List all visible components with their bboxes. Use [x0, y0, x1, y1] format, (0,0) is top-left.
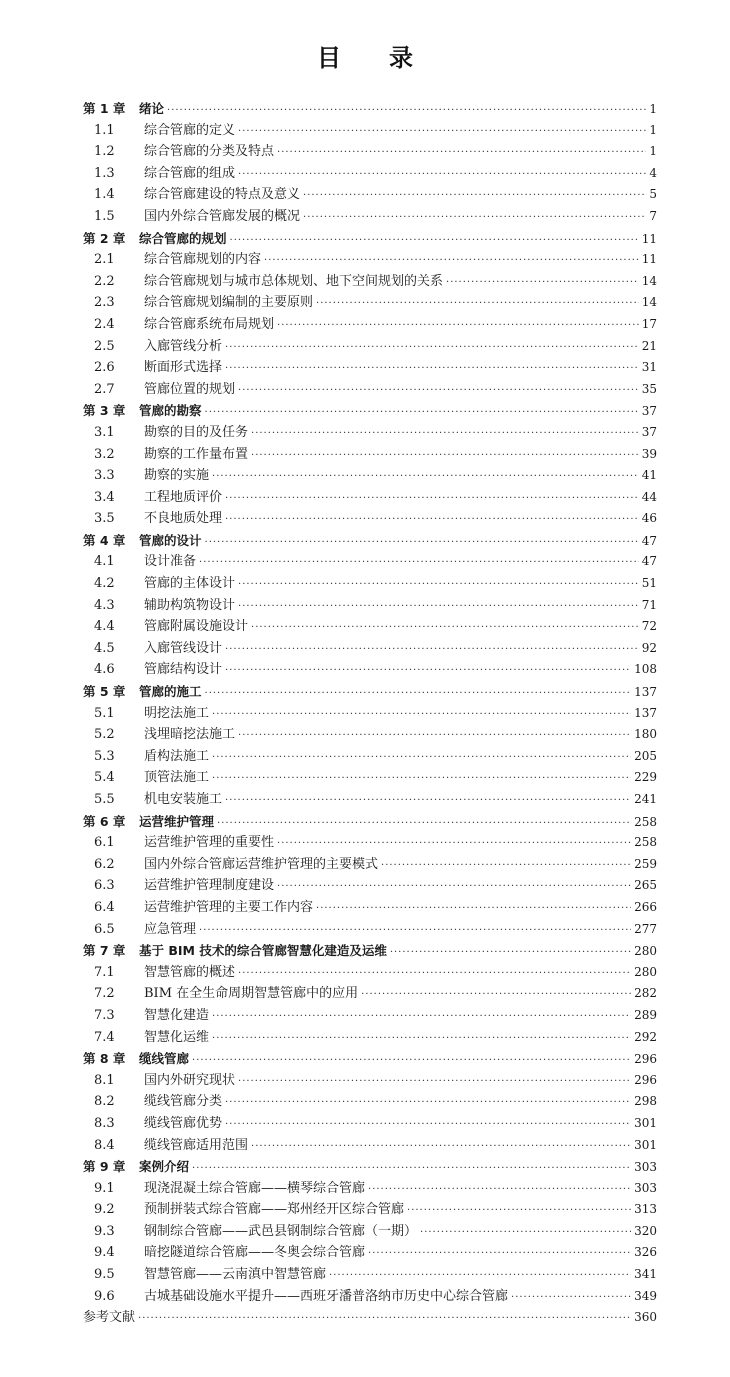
entry-number: 9.1 — [94, 1180, 115, 1196]
entry-number: 1.1 — [94, 122, 115, 138]
entry-number: 5.2 — [94, 727, 115, 743]
toc-section-entry[interactable] — [83, 1199, 657, 1221]
entry-number: 6.5 — [94, 921, 115, 937]
dot-leader — [446, 272, 639, 294]
entry-page-number: 11 — [641, 231, 657, 246]
dot-leader — [205, 683, 632, 705]
toc-section-entry[interactable] — [83, 1178, 657, 1200]
dot-leader — [192, 1050, 631, 1072]
entry-number: 4.4 — [94, 619, 115, 635]
dot-leader — [251, 1136, 631, 1158]
entry-page-number: 205 — [634, 748, 657, 763]
entry-page-number: 289 — [634, 1007, 657, 1022]
entry-title: 盾构法施工 — [144, 748, 210, 764]
toc-chapter-entry[interactable] — [83, 400, 657, 422]
entry-page-number: 320 — [634, 1223, 657, 1238]
entry-title: 绪论 — [139, 101, 165, 116]
entry-number: 5.3 — [94, 748, 115, 764]
entry-title: 顶管法施工 — [144, 770, 210, 786]
entry-title: 现浇混凝土综合管廊——横琴综合管廊 — [144, 1180, 366, 1196]
dot-leader — [511, 1287, 631, 1309]
entry-title: 智慧管廊的概述 — [144, 964, 236, 980]
toc-section-entry[interactable] — [83, 1027, 657, 1049]
toc-section-entry[interactable] — [83, 1264, 657, 1286]
toc-section-entry[interactable] — [83, 1221, 657, 1243]
dot-leader — [238, 725, 631, 747]
entry-number: 8.2 — [94, 1094, 115, 1110]
dot-leader — [225, 488, 639, 510]
dot-leader — [251, 423, 639, 445]
entry-number: 7.4 — [94, 1029, 115, 1045]
toc-section-entry[interactable] — [83, 897, 657, 919]
dot-leader — [225, 660, 631, 682]
toc-chapter-entry[interactable] — [83, 530, 657, 552]
dot-leader — [212, 1028, 631, 1050]
entry-page-number: 296 — [634, 1052, 657, 1067]
entry-page-number: 46 — [641, 511, 657, 526]
toc-section-entry[interactable] — [83, 595, 657, 617]
dot-leader — [251, 617, 639, 639]
entry-page-number: 108 — [634, 662, 657, 677]
entry-number: 3.1 — [94, 424, 115, 440]
entry-number: 2.7 — [94, 381, 115, 397]
toc-section-entry[interactable] — [83, 983, 657, 1005]
entry-page-number: 180 — [634, 727, 657, 742]
entry-number: 1.5 — [94, 208, 115, 224]
entry-title: 运营维护管理 — [139, 813, 215, 829]
entry-title: 浅埋暗挖法施工 — [144, 727, 236, 743]
entry-number: 4.3 — [94, 597, 115, 613]
dot-leader — [368, 1179, 631, 1201]
entry-page-number: 292 — [634, 1029, 657, 1044]
entry-page-number: 71 — [641, 597, 657, 612]
dot-leader — [199, 552, 639, 574]
toc-section-entry[interactable] — [83, 271, 657, 293]
dot-leader — [277, 315, 639, 337]
entry-title: 缆线管廊优势 — [144, 1115, 223, 1131]
entry-page-number: 258 — [634, 814, 657, 829]
dot-leader — [277, 876, 631, 898]
entry-number: 8.4 — [94, 1137, 115, 1153]
entry-number: 5.5 — [94, 792, 115, 807]
entry-page-number: 296 — [634, 1072, 657, 1087]
entry-title: 辅助构筑物设计 — [144, 597, 236, 613]
dot-leader — [225, 509, 639, 531]
entry-title: 综合管廊的定义 — [144, 122, 236, 138]
entry-number: 3.5 — [94, 511, 115, 527]
entry-title: 管廊的勘察 — [139, 403, 202, 419]
toc-chapter-entry[interactable] — [83, 98, 657, 120]
entry-title: BIM 在全生命周期智慧管廊中的应用 — [144, 986, 359, 1002]
entry-number: 1.2 — [94, 144, 115, 160]
toc-section-entry[interactable] — [83, 379, 657, 401]
entry-title: 古城基础设施水平提升——西班牙潘普洛纳市历史中心综合管廊 — [144, 1288, 509, 1304]
entry-number: 8.3 — [94, 1115, 115, 1131]
dot-leader — [192, 1158, 631, 1180]
entry-page-number: 1 — [649, 144, 657, 159]
entry-number: 2.4 — [94, 316, 115, 332]
entry-page-number: 280 — [634, 964, 657, 979]
dot-leader — [205, 402, 639, 424]
toc-references-entry[interactable] — [83, 1307, 657, 1329]
entry-number: 4.5 — [94, 640, 115, 656]
entry-title: 缆线管廊分类 — [144, 1094, 223, 1110]
toc-section-entry[interactable] — [83, 551, 657, 573]
toc-section-entry[interactable] — [83, 336, 657, 358]
toc-section-entry[interactable] — [83, 508, 657, 530]
entry-title: 缆线管廊适用范围 — [144, 1137, 249, 1153]
entry-page-number: 41 — [641, 468, 657, 483]
toc-section-entry[interactable] — [83, 854, 657, 876]
dot-leader — [390, 942, 631, 964]
entry-title: 勘察的实施 — [144, 468, 210, 484]
entry-page-number: 1 — [649, 122, 657, 137]
entry-page-number: 282 — [634, 986, 657, 1001]
toc-section-entry[interactable] — [83, 638, 657, 660]
entry-number: 第 4 章 — [83, 532, 126, 548]
entry-title: 智慧化建造 — [144, 1007, 210, 1023]
entry-number: 1.3 — [94, 165, 115, 181]
toc-section-entry[interactable] — [83, 465, 657, 487]
entry-page-number: 349 — [634, 1288, 657, 1303]
entry-number: 7.2 — [94, 986, 115, 1002]
dot-leader — [420, 1222, 631, 1244]
entry-page-number: 326 — [634, 1245, 657, 1260]
toc-section-entry[interactable] — [83, 357, 657, 379]
entry-title: 入廊管线设计 — [144, 640, 223, 656]
entry-page-number: 229 — [634, 770, 657, 785]
toc-section-entry[interactable] — [83, 767, 657, 789]
entry-number: 6.2 — [94, 856, 115, 872]
dot-leader — [212, 466, 639, 488]
dot-leader — [329, 1265, 631, 1287]
entry-page-number: 72 — [641, 619, 657, 634]
dot-leader — [217, 813, 631, 835]
entry-page-number: 39 — [641, 446, 657, 461]
entry-page-number: 17 — [641, 316, 657, 331]
entry-number: 9.5 — [94, 1267, 115, 1283]
entry-page-number: 92 — [641, 640, 657, 655]
entry-title: 综合管廊的规划 — [139, 230, 227, 246]
entry-title: 运营维护管理的主要工作内容 — [144, 899, 314, 915]
toc-section-entry[interactable] — [83, 616, 657, 638]
entry-title: 入廊管线分析 — [144, 338, 223, 354]
toc-section-entry[interactable] — [83, 487, 657, 509]
title-char-1: 目 — [317, 44, 341, 72]
dot-leader — [251, 445, 639, 467]
entry-title: 勘察的目的及任务 — [144, 424, 249, 440]
dot-leader — [212, 747, 631, 769]
dot-leader — [303, 207, 646, 229]
entry-number: 6.1 — [94, 835, 115, 851]
entry-page-number: 266 — [634, 899, 657, 914]
dot-leader — [199, 920, 631, 942]
entry-title: 预制拼装式综合管廊——郑州经开区综合管廊 — [144, 1202, 405, 1218]
entry-title: 运营维护管理的重要性 — [144, 835, 275, 851]
entry-title: 综合管廊规划编制的主要原则 — [144, 295, 314, 311]
dot-leader — [238, 380, 639, 402]
entry-page-number: 31 — [641, 360, 657, 375]
entry-number: 4.6 — [94, 662, 115, 678]
entry-title: 管廊的施工 — [139, 684, 202, 700]
entry-title: 管廊位置的规划 — [144, 381, 236, 397]
entry-page-number: 14 — [641, 273, 657, 288]
dot-leader — [361, 984, 631, 1006]
dot-leader — [212, 1006, 631, 1028]
toc-section-entry[interactable] — [83, 789, 657, 811]
toc-section-entry[interactable] — [83, 141, 657, 163]
toc-section-entry[interactable] — [83, 832, 657, 854]
dot-leader — [277, 833, 631, 855]
entry-page-number: 277 — [634, 921, 657, 936]
dot-leader — [381, 855, 631, 877]
entry-number: 2.2 — [94, 273, 115, 289]
entry-title: 勘察的工作量布置 — [144, 446, 249, 462]
entry-title: 不良地质处理 — [144, 511, 223, 527]
entry-title: 管廊结构设计 — [144, 662, 223, 678]
entry-number: 9.3 — [94, 1223, 115, 1239]
entry-page-number: 11 — [641, 252, 657, 267]
entry-title: 参考文献 — [83, 1310, 136, 1326]
entry-title: 应急管理 — [144, 921, 197, 937]
entry-number: 5.1 — [94, 705, 115, 721]
entry-number: 3.2 — [94, 446, 115, 462]
entry-number: 2.6 — [94, 360, 115, 376]
entry-title: 机电安装施工 — [144, 792, 223, 807]
entry-page-number: 259 — [634, 856, 657, 871]
toc-section-entry[interactable] — [83, 184, 657, 206]
entry-page-number: 303 — [634, 1160, 657, 1175]
entry-title: 断面形式选择 — [144, 360, 223, 376]
toc-section-entry[interactable] — [83, 659, 657, 681]
entry-page-number: 241 — [634, 792, 657, 806]
entry-number: 第 6 章 — [83, 813, 126, 829]
entry-title: 综合管廊规划与城市总体规划、地下空间规划的关系 — [144, 273, 444, 289]
entry-number: 第 1 章 — [83, 101, 126, 116]
entry-title: 国内外研究现状 — [144, 1072, 236, 1088]
dot-leader — [407, 1200, 631, 1222]
entry-title: 案例介绍 — [139, 1159, 190, 1175]
entry-page-number: 37 — [641, 404, 657, 419]
entry-number: 6.3 — [94, 878, 115, 894]
entry-title: 工程地质评价 — [144, 489, 223, 505]
dot-leader — [238, 121, 646, 143]
entry-page-number: 265 — [634, 878, 657, 893]
entry-page-number: 313 — [634, 1202, 657, 1217]
entry-number: 5.4 — [94, 770, 115, 786]
dot-leader — [205, 532, 639, 554]
entry-number: 7.1 — [94, 964, 115, 980]
entry-number: 7.3 — [94, 1007, 115, 1023]
entry-title: 综合管廊的分类及特点 — [144, 144, 275, 160]
entry-page-number: 4 — [649, 165, 657, 180]
entry-title: 综合管廊规划的内容 — [144, 252, 262, 268]
toc-chapter-entry[interactable] — [83, 1048, 657, 1070]
entry-page-number: 360 — [634, 1310, 657, 1325]
dot-leader — [167, 100, 646, 122]
entry-page-number: 47 — [641, 554, 657, 569]
entry-page-number: 47 — [641, 533, 657, 548]
dot-leader — [225, 790, 631, 812]
entry-number: 6.4 — [94, 899, 115, 915]
entry-number: 4.2 — [94, 576, 115, 592]
entry-number: 第 5 章 — [83, 684, 126, 700]
dot-leader — [238, 963, 631, 985]
entry-page-number: 341 — [634, 1267, 657, 1282]
entry-title: 综合管廊建设的特点及意义 — [144, 187, 301, 203]
entry-title: 管廊的主体设计 — [144, 576, 236, 592]
entry-page-number: 7 — [649, 208, 657, 223]
entry-number: 4.1 — [94, 554, 115, 570]
dot-leader — [225, 1092, 631, 1114]
entry-number: 第 8 章 — [83, 1051, 126, 1067]
table-of-contents — [83, 98, 657, 1329]
entry-page-number: 298 — [634, 1094, 657, 1109]
entry-title: 国内外综合管廊运营维护管理的主要模式 — [144, 856, 379, 872]
entry-title: 缆线管廊 — [139, 1051, 190, 1067]
toc-section-entry[interactable] — [83, 875, 657, 897]
dot-leader — [225, 337, 639, 359]
toc-section-entry[interactable] — [83, 962, 657, 984]
dot-leader — [303, 185, 646, 207]
entry-number: 8.1 — [94, 1072, 115, 1088]
entry-title: 基于 BIM 技术的综合管廊智慧化建造及运维 — [139, 943, 387, 959]
entry-title: 综合管廊系统布局规划 — [144, 316, 275, 332]
entry-number: 1.4 — [94, 187, 115, 203]
toc-section-entry[interactable] — [83, 120, 657, 142]
entry-page-number: 137 — [634, 685, 657, 700]
dot-leader — [316, 898, 631, 920]
toc-section-entry[interactable] — [83, 1005, 657, 1027]
entry-title: 暗挖隧道综合管廊——冬奥会综合管廊 — [144, 1245, 366, 1261]
entry-page-number: 137 — [634, 705, 657, 720]
toc-section-entry[interactable] — [83, 746, 657, 768]
dot-leader — [230, 230, 639, 252]
toc-section-entry[interactable] — [83, 206, 657, 228]
toc-section-entry[interactable] — [83, 314, 657, 336]
entry-page-number: 44 — [641, 489, 657, 504]
page-title — [0, 38, 730, 73]
entry-page-number: 301 — [634, 1115, 657, 1130]
entry-page-number: 14 — [641, 295, 657, 310]
entry-number: 2.5 — [94, 338, 115, 354]
entry-number: 9.6 — [94, 1288, 115, 1304]
dot-leader — [212, 768, 631, 790]
dot-leader — [238, 574, 639, 596]
entry-title: 智慧化运维 — [144, 1029, 210, 1045]
entry-page-number: 1 — [649, 102, 657, 116]
entry-number: 第 9 章 — [83, 1159, 126, 1175]
entry-number: 9.4 — [94, 1245, 115, 1261]
entry-title: 管廊附属设施设计 — [144, 619, 249, 635]
toc-section-entry[interactable] — [83, 163, 657, 185]
toc-section-entry[interactable] — [83, 1286, 657, 1308]
toc-section-entry[interactable] — [83, 724, 657, 746]
entry-title: 智慧管廊——云南滇中智慧管廊 — [144, 1267, 327, 1283]
entry-title: 综合管廊的组成 — [144, 165, 236, 181]
entry-number: 9.2 — [94, 1202, 115, 1218]
entry-number: 第 3 章 — [83, 403, 126, 419]
dot-leader — [138, 1308, 631, 1330]
toc-chapter-entry[interactable] — [83, 228, 657, 250]
entry-title: 明挖法施工 — [144, 705, 210, 721]
toc-section-entry[interactable] — [83, 422, 657, 444]
toc-section-entry[interactable] — [83, 1135, 657, 1157]
dot-leader — [238, 164, 646, 186]
entry-number: 第 2 章 — [83, 230, 126, 246]
dot-leader — [264, 250, 639, 272]
entry-title: 国内外综合管廊发展的概况 — [144, 208, 301, 224]
dot-leader — [225, 1114, 631, 1136]
entry-number: 2.3 — [94, 295, 115, 311]
entry-number: 第 7 章 — [83, 943, 126, 959]
toc-section-entry[interactable] — [83, 1091, 657, 1113]
toc-section-entry[interactable] — [83, 249, 657, 271]
toc-section-entry[interactable] — [83, 573, 657, 595]
toc-section-entry[interactable] — [83, 1070, 657, 1092]
entry-title: 钢制综合管廊——武邑县钢制综合管廊（一期） — [144, 1223, 418, 1239]
entry-page-number: 21 — [641, 338, 657, 353]
entry-number: 3.3 — [94, 468, 115, 484]
toc-chapter-entry[interactable] — [83, 811, 657, 833]
dot-leader — [212, 704, 631, 726]
entry-page-number: 35 — [641, 381, 657, 396]
toc-section-entry[interactable] — [83, 444, 657, 466]
entry-page-number: 37 — [641, 424, 657, 439]
toc-section-entry[interactable] — [83, 919, 657, 941]
dot-leader — [368, 1243, 631, 1265]
toc-section-entry[interactable] — [83, 703, 657, 725]
toc-chapter-entry[interactable] — [83, 940, 657, 962]
entry-title: 管廊的设计 — [139, 532, 202, 548]
entry-page-number: 301 — [634, 1137, 657, 1152]
entry-page-number: 5 — [649, 187, 657, 202]
toc-chapter-entry[interactable] — [83, 1156, 657, 1178]
toc-section-entry[interactable] — [83, 1242, 657, 1264]
dot-leader — [225, 639, 639, 661]
toc-section-entry[interactable] — [83, 1113, 657, 1135]
toc-section-entry[interactable] — [83, 292, 657, 314]
dot-leader — [316, 293, 639, 315]
dot-leader — [238, 1071, 631, 1093]
dot-leader — [238, 596, 639, 618]
entry-page-number: 280 — [634, 944, 657, 959]
dot-leader — [277, 142, 646, 164]
entry-page-number: 303 — [634, 1180, 657, 1195]
toc-chapter-entry[interactable] — [83, 681, 657, 703]
dot-leader — [225, 358, 639, 380]
entry-number: 2.1 — [94, 252, 115, 268]
entry-title: 运营维护管理制度建设 — [144, 878, 275, 894]
title-char-2: 录 — [389, 44, 413, 72]
entry-number: 3.4 — [94, 489, 115, 505]
entry-title: 设计准备 — [144, 554, 197, 570]
entry-page-number: 51 — [641, 576, 657, 591]
entry-page-number: 258 — [634, 835, 657, 850]
